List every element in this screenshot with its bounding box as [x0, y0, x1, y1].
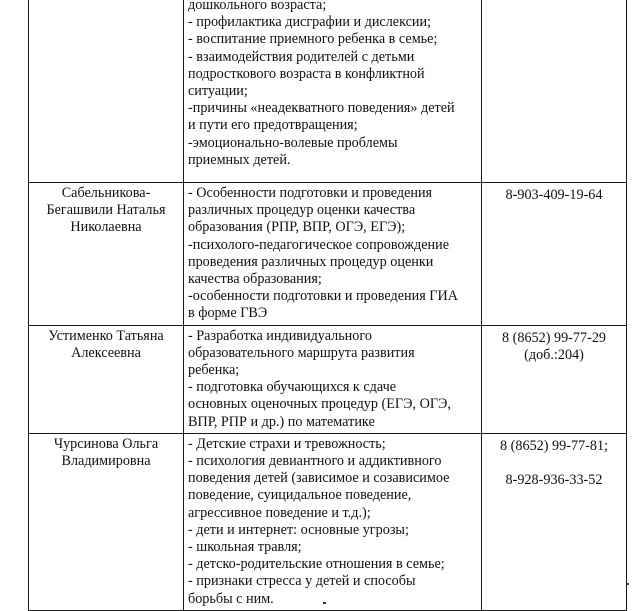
topic-line: -причины «неадекватного поведения» детей [188, 100, 455, 117]
specialist-name: Устименко Татьяна Алексеевна [48, 327, 164, 361]
topic-line: образования (РПР, ВПР, ОГЭ, ЕГЭ); [188, 219, 406, 236]
topic-line: приемных детей. [188, 151, 291, 168]
phone-extension: (доб.:204) [524, 346, 584, 363]
specialist-name: Сабельникова-Бегашвили Наталья Николаевна [46, 185, 166, 236]
topic-line: - Разработка индивидуального [188, 327, 372, 344]
topic-line: подросткового возраста в конфликтной [188, 65, 425, 82]
topic-line: проведения различных процедур оценки [188, 253, 434, 270]
consultation-topics-cell [184, 183, 482, 326]
scan-speck [323, 602, 326, 604]
table-row [29, 0, 627, 183]
topic-line: - взаимодействия родителей с детьми [188, 48, 415, 65]
topic-line: качества образования; [188, 271, 322, 288]
topic-line: - психология девиантного и аддиктивного [188, 453, 442, 470]
phone-number: 8 (8652) 99-77-29 [501, 329, 607, 346]
table-row [29, 325, 627, 433]
specialist-name: Чурсинова Ольга Владимировна [53, 435, 159, 470]
phone-cell [482, 183, 627, 326]
topic-line: ситуации; [188, 83, 248, 100]
consultation-topics-cell [184, 433, 482, 610]
topic-line: дошкольного возраста; [188, 0, 327, 13]
phone-cell [482, 325, 627, 433]
topic-line: основных оценочных процедур (ЕГЭ, ОГЭ, [188, 396, 451, 413]
phone-spacer [484, 455, 624, 472]
topic-line: различных процедур оценки качества [188, 202, 416, 219]
specialist-name-cell [29, 0, 184, 183]
topic-line: - школьная травля; [188, 539, 302, 556]
topic-line: образовательного маршрута развития [188, 344, 415, 361]
topic-line: - дети и интернет: основные угрозы; [188, 521, 409, 538]
topic-line: - признаки стресса у детей и способы [188, 573, 416, 590]
topic-line: - детско-родительские отношения в семье; [188, 556, 445, 573]
topic-line: поведение, суицидальное поведение, [188, 487, 412, 504]
topic-line: в форме ГВЭ [188, 305, 268, 322]
topic-line: -психолого-педагогическое сопровождение [188, 236, 449, 253]
specialist-name-cell [29, 433, 184, 610]
topic-line: поведения детей (зависимое и созависимое [188, 470, 450, 487]
topic-line: агрессивное поведение и т.д.); [188, 504, 371, 521]
topic-line: ВПР, РПР и др.) по математике [188, 413, 375, 430]
topic-line: и пути его предотвращения; [188, 117, 358, 134]
consultation-topics-cell [184, 0, 482, 183]
consultation-topics-cell [184, 325, 482, 433]
phone-cell [482, 0, 627, 183]
topic-line: ребенка; [188, 362, 240, 379]
phone-number: 8 (8652) 99-77-81; [500, 437, 608, 454]
specialist-name-cell [29, 325, 184, 433]
specialist-name-cell [29, 183, 184, 326]
phone-cell [482, 433, 627, 610]
table-row [29, 433, 627, 610]
topic-line: - Детские страхи и тревожность; [188, 435, 386, 452]
topic-line: -особенности подготовки и проведения ГИА [188, 288, 458, 305]
scan-speck [626, 583, 629, 585]
topic-line: - подготовка обучающихся к сдаче [188, 379, 397, 396]
table-row [29, 183, 627, 326]
topic-line: -эмоционально-волевые проблемы [188, 134, 398, 151]
phone-number: 8-903-409-19-64 [505, 187, 603, 203]
topic-line: - Особенности подготовки и проведения [188, 185, 433, 201]
phone-number: 8-928-936-33-52 [505, 472, 603, 489]
topic-line: - профилактика дисграфии и дислексии; [188, 14, 432, 31]
topic-line: - воспитание приемного ребенка в семье; [188, 31, 438, 48]
topic-line: борьбы с ним. [188, 590, 274, 607]
specialists-table [28, 0, 627, 611]
